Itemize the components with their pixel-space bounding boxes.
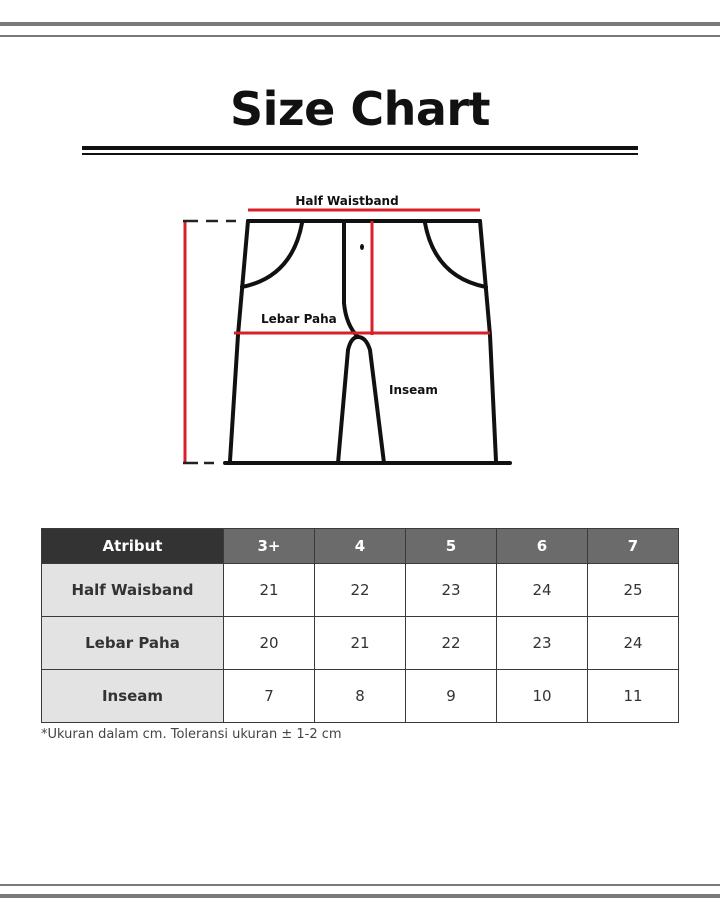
shorts-outline [225,221,510,463]
table-cell: 22 [315,564,406,617]
table-cell: 21 [224,564,315,617]
inseam-label: Inseam [389,383,438,397]
size-note: *Ukuran dalam cm. Toleransi ukuran ± 1-2 cm [41,727,342,742]
row-label: Inseam [42,670,224,723]
table-cell: 8 [315,670,406,723]
header-size: 3+ [224,529,315,564]
table-cell: 24 [497,564,588,617]
header-attribute: Atribut [42,529,224,564]
row-label: Lebar Paha [42,617,224,670]
table-row [42,670,679,723]
title-rule-thin [82,153,638,155]
button-icon [360,244,364,250]
top-border-inner [0,35,720,37]
title-rule-thick [82,146,638,150]
row-label: Half Waisband [42,564,224,617]
table-cell: 7 [224,670,315,723]
table-cell: 9 [406,670,497,723]
table-cell: 23 [497,617,588,670]
table-cell: 11 [588,670,679,723]
table-cell: 20 [224,617,315,670]
page-title: Size Chart [229,82,491,136]
header-size: 4 [315,529,406,564]
top-border-outer [0,22,720,26]
bottom-border-outer [0,894,720,898]
table-header-row [42,529,679,564]
table-row [42,617,679,670]
size-table [41,528,679,723]
table-cell: 21 [315,617,406,670]
table-cell: 24 [588,617,679,670]
header-size: 7 [588,529,679,564]
header-size: 6 [497,529,588,564]
table-cell: 22 [406,617,497,670]
table-row [42,564,679,617]
table-cell: 25 [588,564,679,617]
header-size: 5 [406,529,497,564]
table-cell: 10 [497,670,588,723]
shorts-diagram [170,185,520,475]
half-waistband-label: Half Waistband [295,194,399,208]
table-cell: 23 [406,564,497,617]
bottom-border-inner [0,884,720,886]
height-measure-line [183,221,236,463]
lebar-paha-label: Lebar Paha [261,312,337,326]
